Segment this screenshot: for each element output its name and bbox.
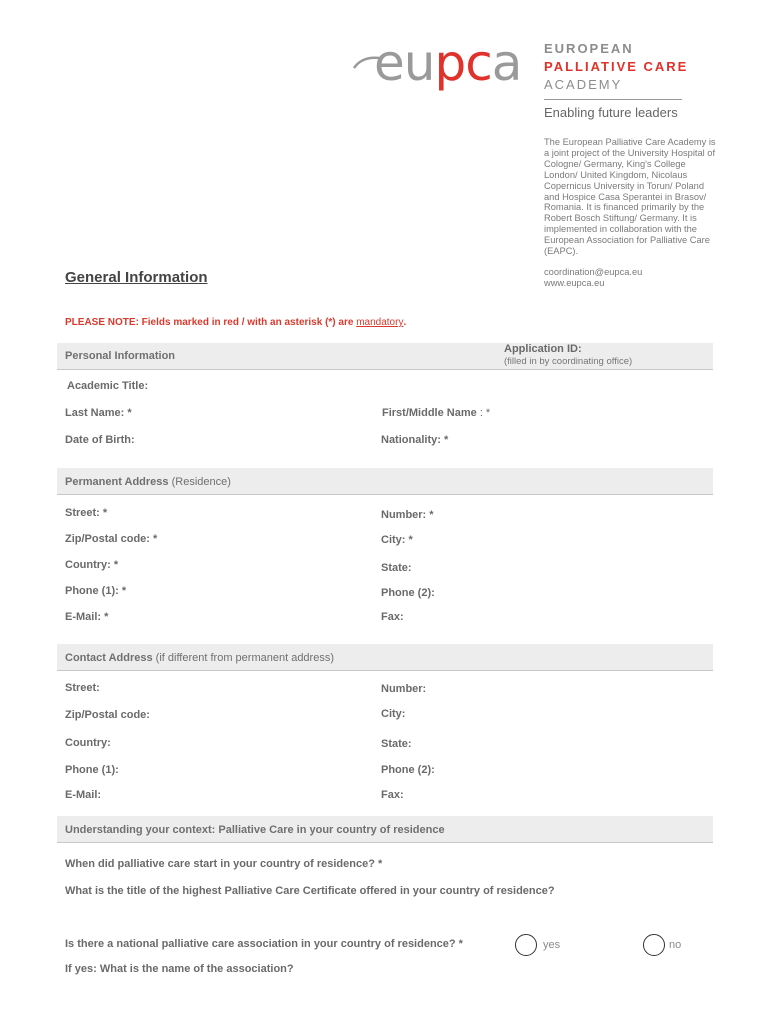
question-association: Is there a national palliative care association in your country of residence? * (65, 938, 463, 950)
country-label[interactable]: Country: * (65, 559, 119, 571)
question-start-date[interactable]: When did palliative care start in your country of residence? * (65, 858, 383, 870)
fax-label[interactable]: Fax: (381, 611, 404, 623)
section-heading: Permanent Address (Residence) (65, 476, 231, 488)
academy-name (544, 40, 688, 94)
number-label[interactable]: Number: * (381, 509, 434, 521)
section-heading: Personal Information (65, 350, 176, 362)
mandatory-link: mandatory (356, 317, 404, 328)
last-name-label[interactable]: Last Name: * (65, 407, 132, 419)
academic-title-label[interactable]: Academic Title: (67, 380, 149, 392)
section-personal-information (57, 343, 713, 370)
academy-line-3: ACADEMY (544, 77, 623, 92)
application-id-note: (filled in by coordinating office) (504, 356, 633, 367)
mandatory-note: PLEASE NOTE: Fields marked in red / with an asterisk (*) are mandatory. (65, 317, 407, 328)
academy-description: The European Palliative Care Academy is a joint project of the University Hospital of Cologne/ Germany, King's College London/ United Kingdom, Nicolaus Copernicus University in Torun/ Poland and Hospice Casa Sperantei in Brasov/ Romania. It is financed primarily by the Robert Bosch Stiftung/ Germany. It is implemented in collaboration with the European Association for Palliative Care (EAPC). (544, 137, 716, 257)
street-label[interactable]: Street: * (65, 507, 108, 519)
section-context (57, 816, 713, 843)
email-label[interactable]: E-Mail: * (65, 611, 109, 623)
page-title: General Information (65, 269, 208, 286)
academy-line-2: PALLIATIVE CARE (544, 59, 689, 74)
contact-state-label[interactable]: State: (381, 738, 412, 750)
city-label[interactable]: City: * (381, 534, 413, 546)
no-radio-label: no (669, 939, 682, 951)
contact-phone1-label[interactable]: Phone (1): (65, 764, 119, 776)
contact-email[interactable]: coordination@eupca.eu (544, 267, 643, 277)
contact-info (544, 267, 642, 289)
contact-zip-label[interactable]: Zip/Postal code: (65, 709, 150, 721)
nationality-label[interactable]: Nationality: * (381, 434, 449, 446)
contact-street-label[interactable]: Street: (65, 682, 100, 694)
phone1-label[interactable]: Phone (1): * (65, 585, 127, 597)
yes-radio[interactable] (515, 934, 537, 956)
logo-wordmark: eupca (374, 34, 522, 92)
section-heading: Understanding your context: Palliative Care in your country of residence (65, 824, 445, 836)
question-association-name[interactable]: If yes: What is the name of the association? (65, 963, 294, 975)
no-radio[interactable] (643, 934, 665, 956)
phone2-label[interactable]: Phone (2): (381, 587, 435, 599)
question-certificate[interactable]: What is the title of the highest Palliative Care Certificate offered in your country of residence? (65, 885, 555, 897)
contact-fax-label[interactable]: Fax: (381, 789, 404, 801)
contact-phone2-label[interactable]: Phone (2): (381, 764, 435, 776)
state-label[interactable]: State: (381, 562, 412, 574)
contact-email-label[interactable]: E-Mail: (65, 789, 102, 801)
date-of-birth-label[interactable]: Date of Birth: (65, 434, 135, 446)
academy-line-1: EUROPEAN (544, 41, 634, 56)
contact-country-label[interactable]: Country: (65, 737, 111, 749)
section-contact-address (57, 644, 713, 671)
yes-radio-label: yes (543, 939, 561, 951)
contact-city-label[interactable]: City: (381, 708, 406, 720)
application-id-label: Application ID: (504, 343, 582, 355)
section-permanent-address (57, 468, 713, 495)
tagline: Enabling future leaders (544, 105, 678, 120)
contact-number-label[interactable]: Number: (381, 683, 427, 695)
section-heading: Contact Address (if different from permanent address) (65, 652, 334, 664)
first-name-label[interactable]: First/Middle Name : * (382, 407, 491, 419)
zip-label[interactable]: Zip/Postal code: * (65, 533, 158, 545)
contact-website[interactable]: www.eupca.eu (544, 278, 605, 288)
tagline-divider (544, 99, 682, 100)
